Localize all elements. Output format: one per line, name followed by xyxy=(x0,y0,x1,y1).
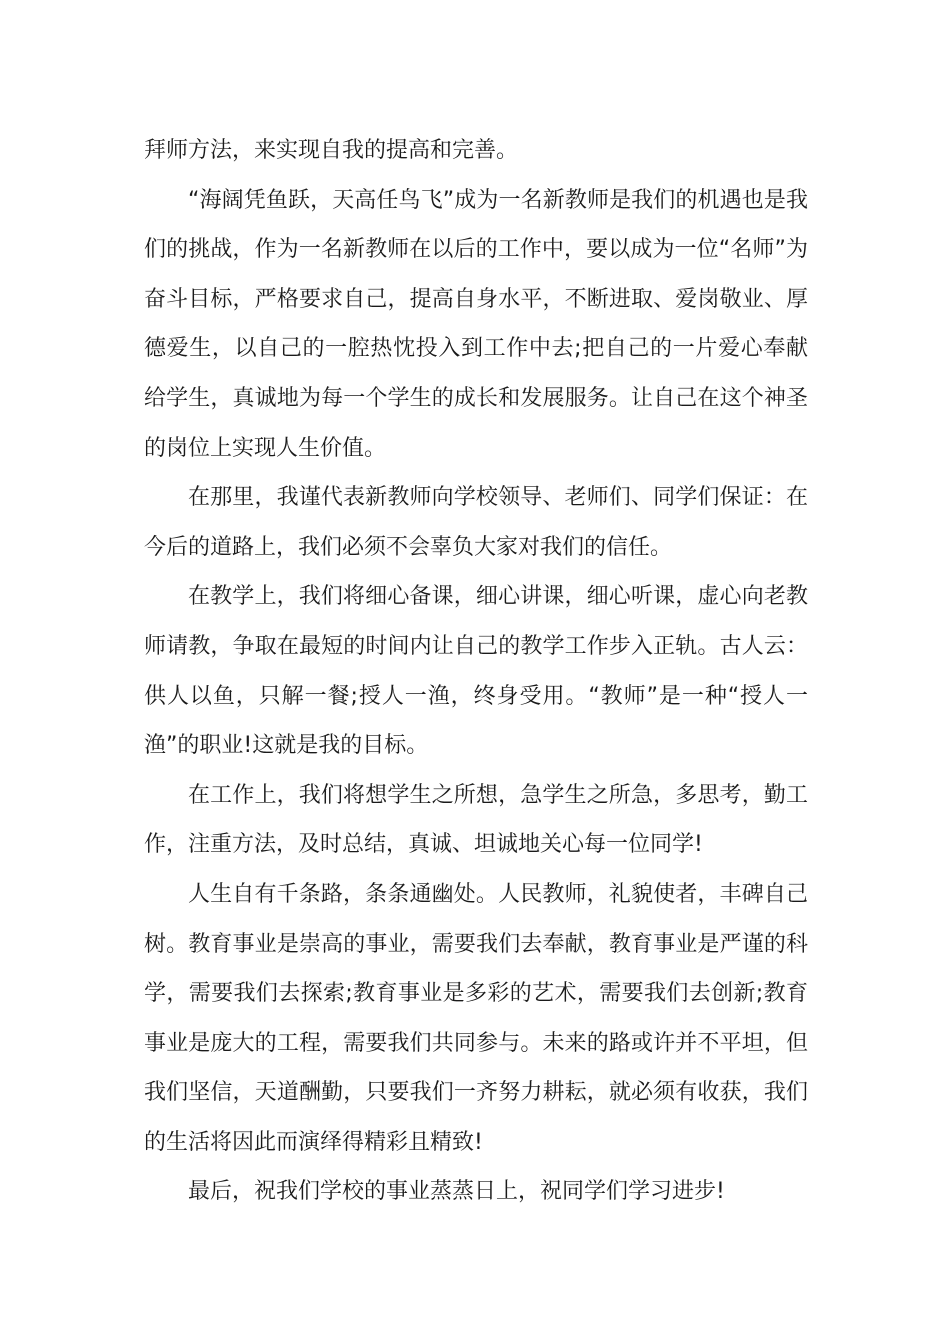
paragraph-continuation: 拜师方法，来实现自我的提高和完善。 xyxy=(144,138,519,163)
paragraph: 在工作上，我们将想学生之所想，急学生之所急，多思考，勤工作，注重方法，及时总结，真诚、坦诚地关心每一位同学! xyxy=(144,782,808,858)
paragraph: 在那里，我谨代表新教师向学校领导、老师们、同学们保证：在今后的道路上，我们必须不会辜负大家对我们的信任。 xyxy=(144,485,808,560)
paragraph: 人生自有千条路，条条通幽处。人民教师，礼貌使者，丰碑自己树。教育事业是崇高的事业，需要我们去奉献，教育事业是严谨的科学，需要我们去探索;教育事业是多彩的艺术，需要我们去创新;教育事业是庞大的工程，需要我们共同参与。未来的路或许并不平坦，但我们坚信，天道酬勤，只要我们一齐努力耕耘，就必须有收获，我们的生活将因此而演绎得精彩且精致! xyxy=(144,881,808,1155)
document-body xyxy=(144,126,808,1217)
paragraph: “海阔凭鱼跃，天高任鸟飞”成为一名新教师是我们的机遇也是我们的挑战，作为一名新教师在以后的工作中，要以成为一位“名师”为奋斗目标，严格要求自己，提高自身水平，不断进取、爱岗敬业、厚德爱生，以自己的一腔热忱投入到工作中去;把自己的一片爱心奉献给学生，真诚地为每一个学生的成长和发展服务。让自己在这个神圣的岗位上实现人生价值。 xyxy=(144,187,808,461)
paragraph: 在教学上，我们将细心备课，细心讲课，细心听课，虚心向老教师请教，争取在最短的时间内让自己的教学工作步入正轨。古人云：供人以鱼，只解一餐;授人一渔，终身受用。“教师”是一种“授人一渔”的职业!这就是我的目标。 xyxy=(144,584,808,759)
paragraph-closing: 最后，祝我们学校的事业蒸蒸日上，祝同学们学习进步! xyxy=(188,1179,725,1205)
